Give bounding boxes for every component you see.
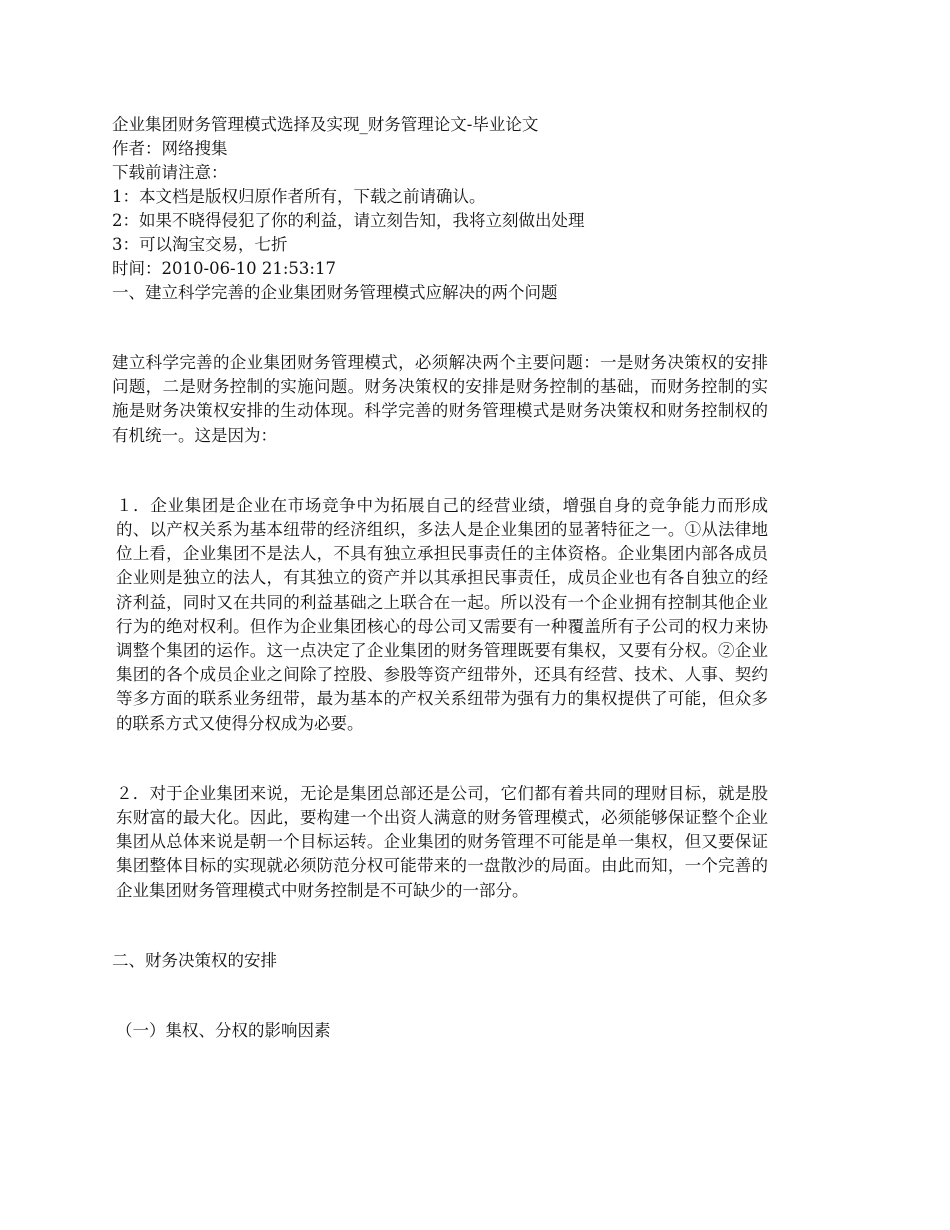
spacer (112, 736, 768, 782)
author-line: 作者：网络搜集 (112, 139, 228, 158)
spacer (112, 973, 768, 1019)
notice-heading: 下载前请注意： (112, 163, 228, 182)
notice-item-3: 3：可以淘宝交易，七折 (112, 235, 288, 254)
document-page (112, 113, 768, 1043)
document-title: 企业集团财务管理模式选择及实现_财务管理论文-毕业论文 (112, 115, 539, 134)
section-heading-1: 一、建立科学完善的企业集团财务管理模式应解决的两个问题 (112, 283, 558, 302)
spacer (112, 903, 768, 949)
paragraph-intro: 建立科学完善的企业集团财务管理模式，必须解决两个主要问题：一是财务决策权的安排问题，二是财务控制的实施问题。财务决策权的安排是财务控制的基础，而财务控制的实施是财务决策权安排的生动体现。科学完善的财务管理模式是财务决策权和财务控制权的有机统一。这是因为： (112, 353, 768, 445)
spacer (112, 305, 768, 351)
subsection-heading-1: （一）集权、分权的影响因素 (116, 1020, 331, 1040)
paragraph-point-1: １．企业集团是企业在市场竞争中为拓展自己的经营业绩，增强自身的竞争能力而形成的、以产权关系为基本纽带的经济组织，多法人是企业集团的显著特征之一。①从法律地位上看，企业集团不是法人，不具有独立承担民事责任的主体资格。企业集团内部各成员企业则是独立的法人，有其独立的资产并以其承担民事责任，成员企业也有各自独立的经济利益，同时又在共同的利益基础之上联合在一起。所以没有一个企业拥有控制其他企业行为的绝对权利。但作为企业集团核心的母公司又需要有一种覆盖所有子公司的权力来协调整个集团的运作。这一点决定了企业集团的财务管理既要有集权，又要有分权。②企业集团的各个成员企业之间除了控股、参股等资产纽带外，还具有经营、技术、人事、契约等多方面的联系业务纽带，最为基本的产权关系纽带为强有力的集权提供了可能，但众多的联系方式又使得分权成为必要。 (116, 495, 768, 733)
notice-item-2: 2：如果不晓得侵犯了你的利益，请立刻告知，我将立刻做出处理 (112, 211, 585, 230)
notice-item-1: 1：本文档是版权归原作者所有，下载之前请确认。 (112, 187, 486, 206)
spacer (112, 448, 768, 494)
paragraph-point-2: ２．对于企业集团来说，无论是集团总部还是公司，它们都有着共同的理财目标，就是股东财富的最大化。因此，要构建一个出资人满意的财务管理模式，必须能够保证整个企业集团从总体来说是朝一个目标运转。企业集团的财务管理不可能是单一集权，但又要保证集团整体目标的实现就必须防范分权可能带来的一盘散沙的局面。由此而知，一个完善的企业集团财务管理模式中财务控制是不可缺少的一部分。 (116, 783, 768, 900)
section-heading-2: 二、财务决策权的安排 (112, 950, 277, 970)
time-line: 时间：2010-06-10 21:53:17 (112, 259, 336, 278)
